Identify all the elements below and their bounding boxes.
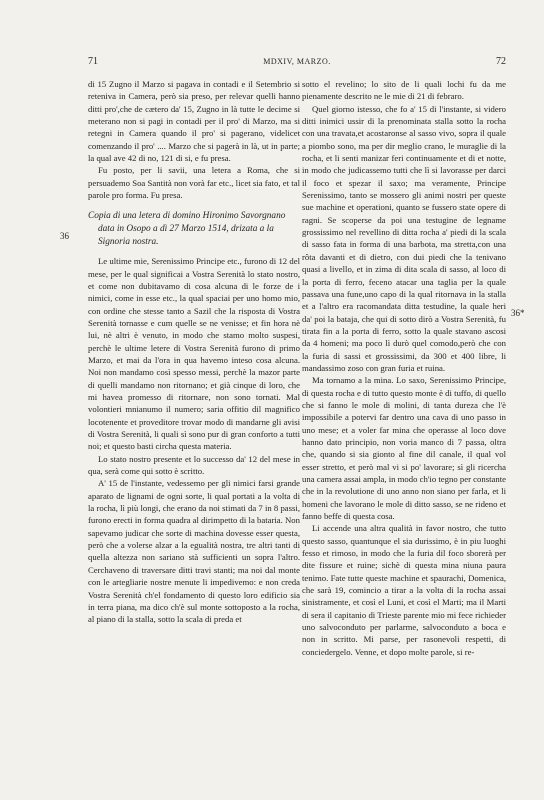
margin-number-right: 36* xyxy=(511,308,525,318)
paragraph: Li accende una altra qualità in favor nostro, che tutto questo sasso, quantunque el sia durissimo, è in piu luoghi fesso et rimoso, in modo che la furia dil foco sborerà per dite fissure et ruine; sichè di questa mina niuna paura tenimo. Fate tutte queste machine et spaurachi, Domenica, che sarà 19, comincio a tirar a la volta di la rocha assai sinistramente, et così el Luni, et così el Marti; ma il Marti di sera il capitanio di Trieste parente mio mi fece richieder uno salvoconduto per parlarme, salvoconduto a boca e non in scritto. Mi parse, per rasonevoli respetti, di conciedergelo. Venne, et dopo molte parole, si re- xyxy=(302,523,506,657)
document-title: Copia di una letera di domino Hironimo Savorgnano data in Osopo a dì 27 Marzo 1514, drizata a la Signoria nostra. xyxy=(88,211,286,247)
page-header xyxy=(88,56,506,70)
paragraph: Le ultime mie, Serenissimo Principe etc., furono di 12 del mese, per le qual significai a Vostra Serenità lo stato nostro, et come non dubitavamo di cosa alcuna di le forze de i nimici, come in esse etc., la qual spaciai per uno homo mio, con ordine che stesse tanto a Sazil che la risposta di Vostra Serenità tornasse e cum quelle se ne venisse; et fin hora nè lui, nè altri è venuto, in modo che stamo molto suspesi, perchè le ultime letere di Vostra Serenità furono di primo Marzo, et mai da l'ora in qua havemo inteso cosa alcuna. Noi non mandamo così spesso messi, perchè la mazor parte di quelli mandamo non ritornano; et già cinque di loro, che mi havea promesso di ritornare, non sono tornati. Mal volontieri mnianumo il numero; saria offitio dil magnifico locotenente et proveditore trovar modo di mandarne gli avisi di Vostra Serenità, li quali sì sono pur di gran conforto a tutti noi; et questo basti circha questa materia. xyxy=(88,256,300,452)
right-column xyxy=(302,78,506,658)
margin-number-left: 36 xyxy=(60,231,69,241)
paragraph: A' 15 de l'instante, vedessemo per gli nimici farsi grande aparato de lignami de ogni sorte, li qual portati a la volta di la rocha, lì più longi, che erano da noi stimati da 7 in 8 passi, furono erecti in forma quadra al dirimpetto di la bataria. Non sapevamo judicar che sorte di machina dovesse esser questa, però che a volerse alzar a la egualità nostra, tre altri tanti di quella altezza non sariano stà sufficienti un sopra l'altro. Cerchaveno di traversare ditti travi stanti; ma noi dal monte con le artegliarie nostre menute li impedivemo: e non creda Vostra Serenità ch'el fondamento di questo loro edificio sia in terra piana, ma dico ch'è sul monte sottoposto a la rocha, al piano di la stalla, sotto la scala di preda et xyxy=(88,478,300,625)
left-column xyxy=(88,78,300,626)
paragraph: sotto el revelino; lo sito de li quali lochi fu da me pienamente descrito ne le mie di 21 di febraro. xyxy=(302,79,506,102)
running-title: MDXIV, MARZO. xyxy=(263,57,331,66)
paragraph: Lo stato nostro presente et lo successo da' 12 del mese in qua, serà come qui sotto è scritto. xyxy=(88,453,300,477)
page-number-left: 71 xyxy=(88,56,98,67)
paragraph: Fu posto, per li savii, una letera a Roma, che si persuademo Soa Santità non vorà far etc., licet sia fato, et tal parole pro forma. Fu presa. xyxy=(88,165,300,201)
paragraph: Quel giorno istesso, che fo a' 15 di l'instante, si videro ditti inimici ussir di la prenominata stalla sotto la rocha con una travata,et acostaronse al sasso vivo, sopra il quale a piombo sono, ma per dir meglio crano, le muraglie di la rocha, et li senti manizar feri continuamente et di et notte, in modo che judicassemo tutti che lì si lavorasse per darci il foco et spezar il saxo; ma veramente, Principe Serenissimo, tanto se mossero gli animi nostri per queste sue machine et operationi, quanto se fussero state opere di ragni. Se scoperse da poi una testugine de legname grossissimo nel revellino di ditta rocha a' piedi di la scala di sasso fata in forma di una barbota, ma stretta,con una rôta davanti et di dietro, con dui piedi che la tenivano quasi a livello, et in zima di dita scala di sasso, al loco di la porta di ferro, feceno atacar una taglia per la quale passava una fune,uno capo di la qual ritornava in la stalla et a l'altro era racomandata ditta testudine, la quale heri da' poi la bataja, che qui di sotto dirò a Vostra Serenità, fu tirata fin a la porta di ferro, sotto la quale stavano ascosi da 4 homeni; ma poco lì durò quel comodo,però che con la furia di sassi et grossissimi, da 300 et 400 libre, li mandassimo zoso con gran furia et ruina. xyxy=(302,103,506,373)
paragraph: di 15 Zugno il Marzo si pagava in contadi e il Setembrio si reteniva in Camera, però sia preso, per relevar quelli hanno ditti pro',che de cætero da' 15, Zugno in là tutte le decime si meterano non si pagi in contadi per il pro' di Marzo, ma si retegni in Camera quando il pro' si pagerano, videlicet comenzando il pro' .... Marzo che si pagerà in là, ut in parte; la qual ave 42 di no, 121 di si, e fu presa. xyxy=(88,79,300,164)
page-number-right: 72 xyxy=(496,56,506,67)
paragraph: Ma tornamo a la mina. Lo saxo, Serenissimo Principe, di questa rocha e di tutto questo monte è di tuffo, di quello che si fanno le mole di molini, di tanta dureza che l'è impossibile a potervi far dentro una cava di uno passo in uno mese; et a voler far mina che operasse al loco dove hanno dato principio, non voria manco di 7 passa, oltra che, quando si sia gionto al fine dil canale, il qual vol esser stretto, et però mal vi si po' lavorare; sì gli ricercha una camera assai ampla, in modo ch'io tegno per constante che in la revolutione di uno anno non siano per farla, et li homeni che lavorano le mole di ditto sasso, se ne rideno et fanno beffe di questa cosa. xyxy=(302,375,506,522)
